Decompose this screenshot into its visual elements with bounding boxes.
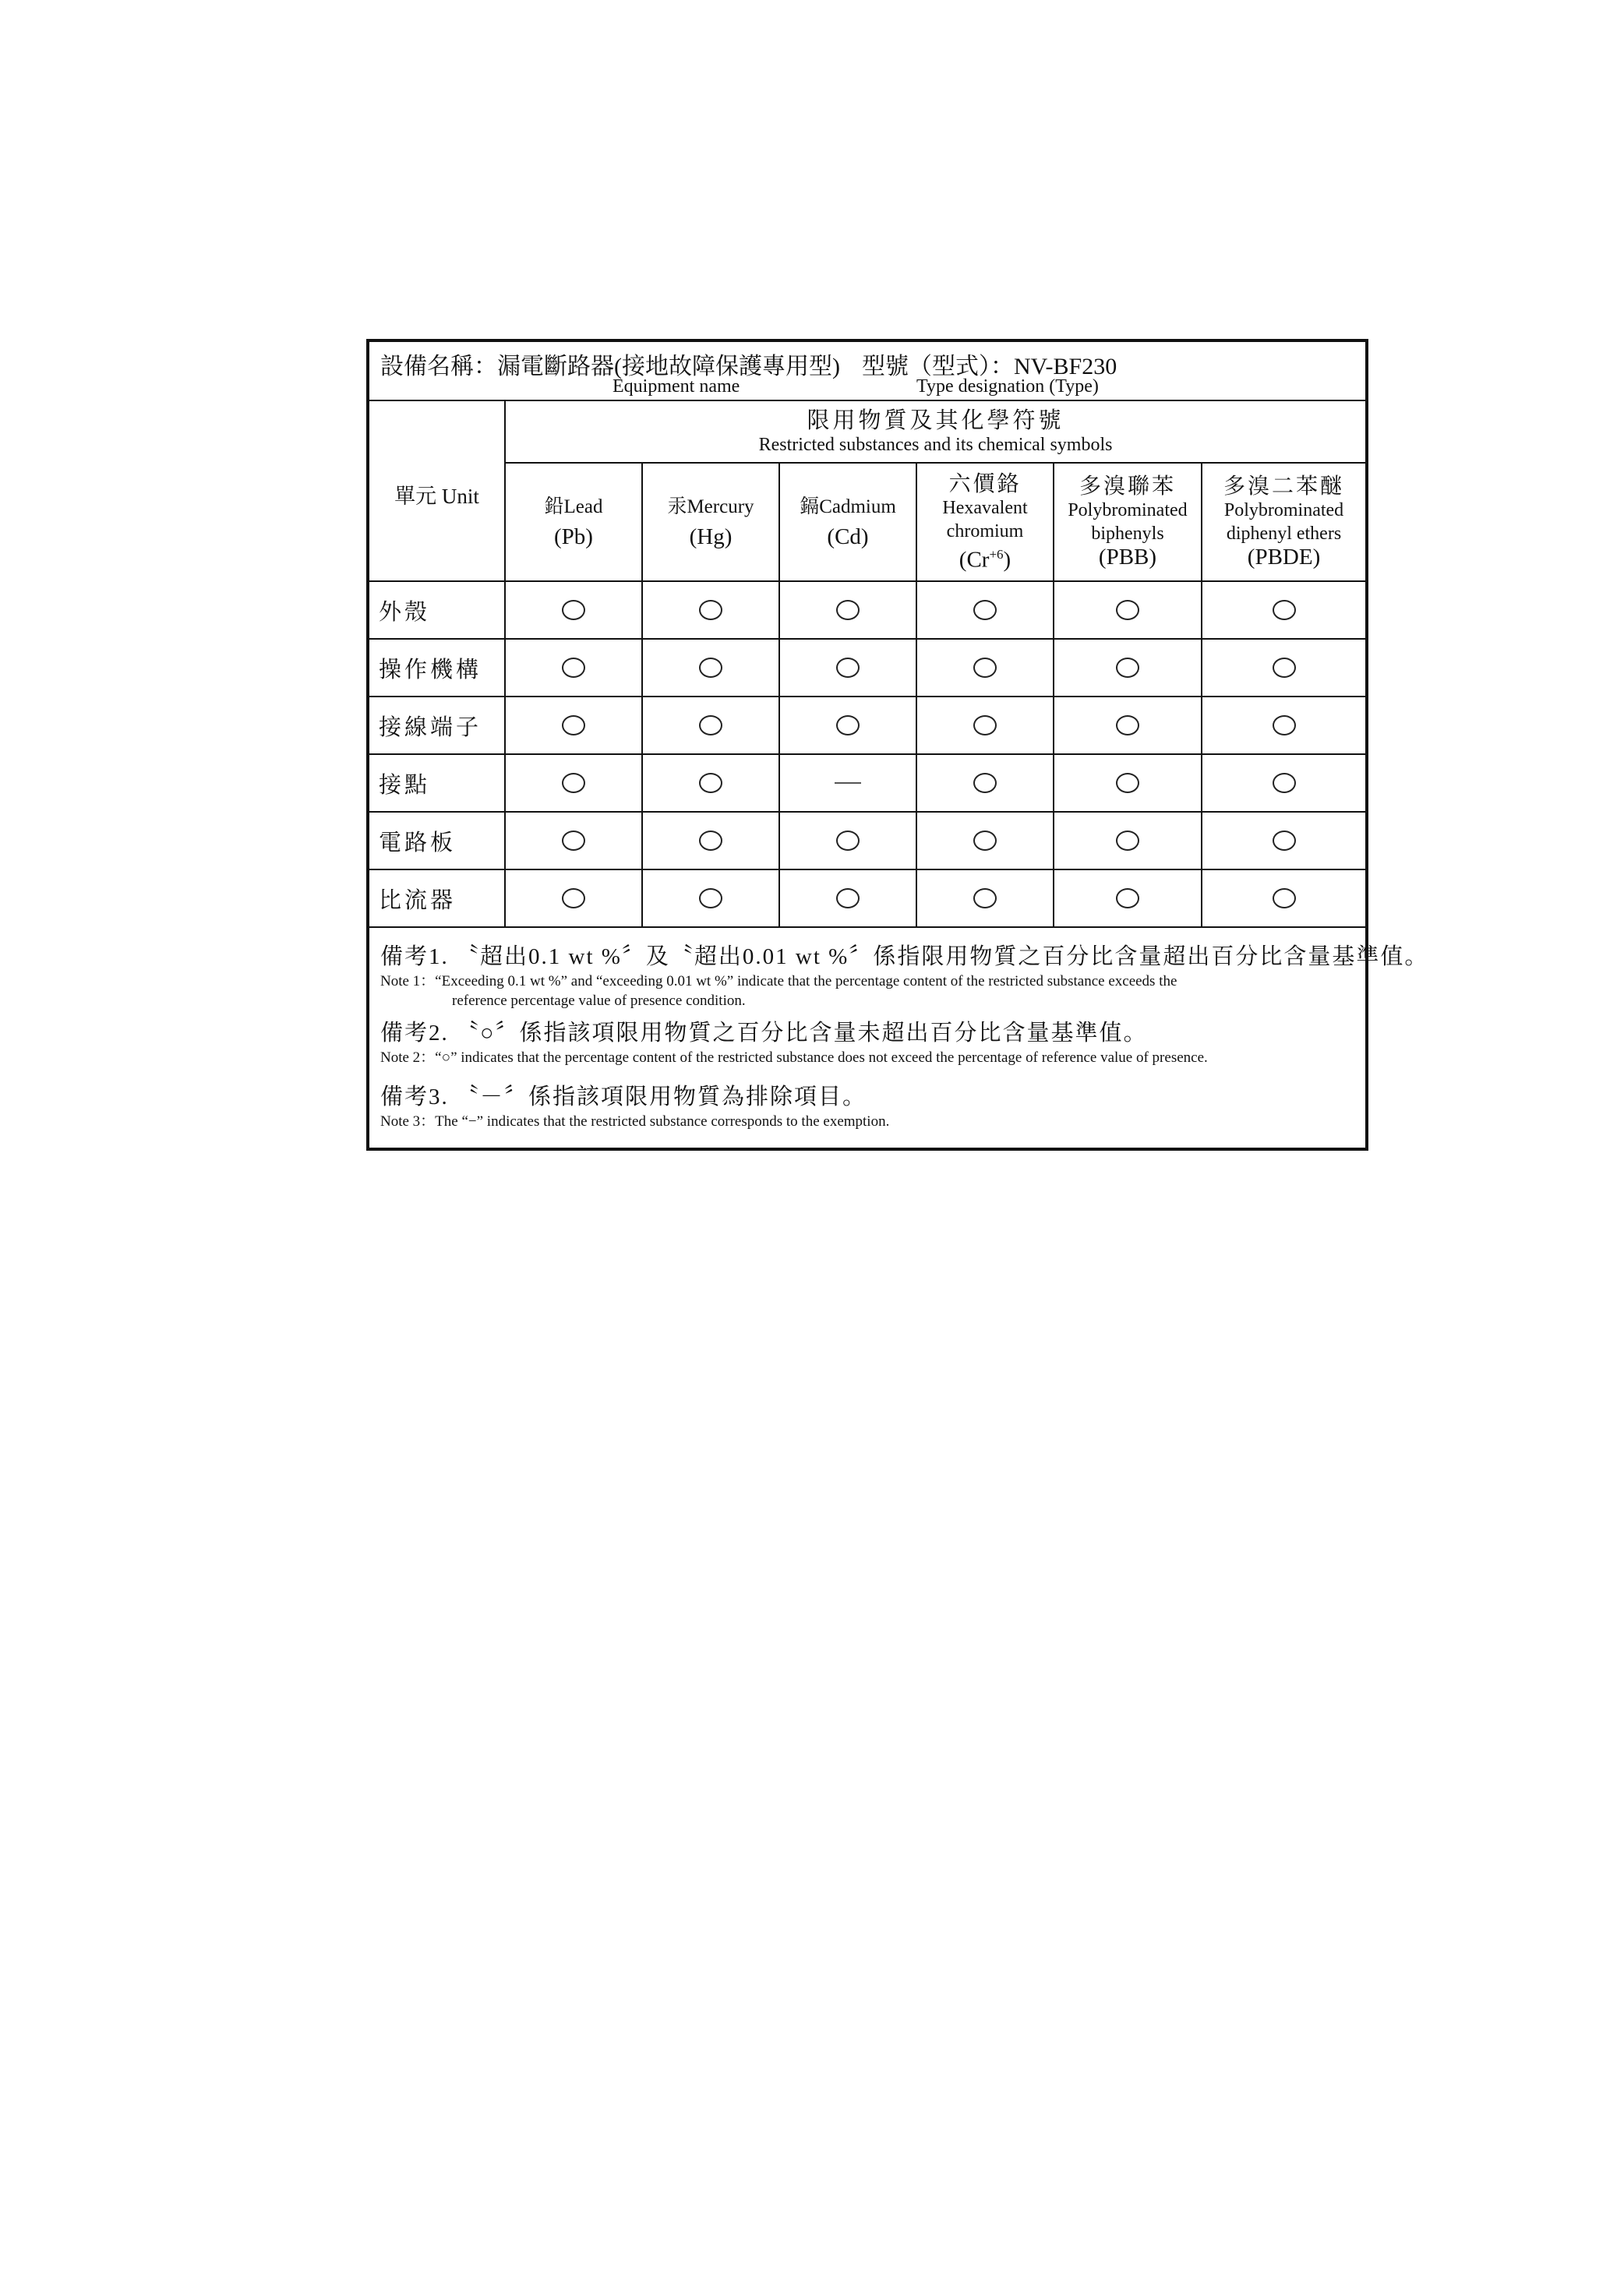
table-row — [368, 639, 1367, 697]
table-row — [368, 869, 1367, 927]
note-1 — [380, 942, 1429, 1010]
restricted-substances-en: Restricted substances and its chemical symbols — [758, 435, 1113, 455]
substance-pbde-symbol: (PBDE) — [1247, 545, 1321, 570]
substance-cell — [779, 812, 916, 869]
substance-cell — [642, 754, 779, 812]
substance-pbde — [1202, 463, 1367, 581]
substance-cell — [1054, 697, 1202, 754]
compliant-circle-icon — [699, 600, 722, 620]
compliant-circle-icon — [1116, 773, 1139, 793]
substance-pbde-en1: Polybrominated — [1223, 500, 1344, 520]
compliant-circle-icon — [1116, 831, 1139, 851]
substance-cell — [642, 869, 779, 927]
compliant-circle-icon — [699, 831, 722, 851]
compliant-circle-icon — [1273, 715, 1296, 735]
substance-cell — [916, 581, 1054, 639]
component-label: 接線端子 — [368, 697, 505, 754]
substance-cell — [1054, 581, 1202, 639]
substance-pbde-zh: 多溴二苯醚 — [1223, 474, 1345, 499]
substance-cell — [779, 581, 916, 639]
substance-cell — [916, 869, 1054, 927]
compliant-circle-icon — [1273, 658, 1296, 678]
substance-mercury — [642, 463, 779, 581]
substance-chromium-en1: Hexavalent — [942, 497, 1028, 518]
substance-cell — [1054, 869, 1202, 927]
substance-cell — [1202, 869, 1367, 927]
substance-pbb-en2: biphenyls — [1091, 524, 1164, 544]
compliant-circle-icon — [1273, 600, 1296, 620]
component-label: 電路板 — [368, 812, 505, 869]
substance-hexavalent-chromium — [916, 463, 1054, 581]
table-row — [368, 697, 1367, 754]
substance-cell — [779, 639, 916, 697]
restricted-substances-zh: 限用物質及其化學符號 — [807, 408, 1064, 433]
substance-pbb-symbol: (PBB) — [1098, 545, 1157, 570]
substance-cell — [505, 812, 642, 869]
substance-cell — [505, 639, 642, 697]
unit-header: 單元 Unit — [368, 400, 505, 581]
substance-chromium-zh: 六價鉻 — [948, 471, 1022, 496]
compliant-circle-icon — [1273, 831, 1296, 851]
substance-mercury-name: 汞Mercury — [667, 496, 754, 517]
substance-cell — [505, 697, 642, 754]
note-3-zh: 備考3. 〝－〞係指該項限用物質為排除項目。 — [380, 1085, 867, 1109]
equipment-name: 設備名稱：漏電斷路器(接地故障保護專用型) — [380, 354, 840, 379]
restricted-substances-header — [505, 400, 1367, 463]
substance-cell — [642, 812, 779, 869]
substance-lead-name: 鉛Lead — [544, 496, 603, 517]
substance-cell — [779, 754, 916, 812]
compliant-circle-icon — [836, 831, 860, 851]
type-designation-en: Type designation (Type) — [916, 376, 1099, 397]
substance-cell — [642, 581, 779, 639]
compliant-circle-icon — [699, 658, 722, 678]
substance-cell — [505, 869, 642, 927]
substance-cell — [1054, 812, 1202, 869]
substance-cell — [1202, 812, 1367, 869]
substance-header-row — [368, 463, 1367, 581]
exemption-dash-icon — [835, 782, 861, 784]
component-label: 操作機構 — [368, 639, 505, 697]
compliant-circle-icon — [1116, 888, 1139, 908]
substance-lead-symbol: (Pb) — [554, 524, 593, 549]
compliant-circle-icon — [699, 773, 722, 793]
substance-cell — [505, 581, 642, 639]
substance-cell — [916, 697, 1054, 754]
note-2-en: Note 2：“○” indicates that the percentage content of the restricted substance does not exceed the percentage of reference value of presence. — [380, 1049, 1208, 1066]
table-row — [368, 812, 1367, 869]
substance-pbb-zh: 多溴聯苯 — [1079, 474, 1176, 499]
substance-pbb — [1054, 463, 1202, 581]
note-2 — [380, 1018, 1354, 1068]
substance-cell — [642, 639, 779, 697]
substance-cell — [1054, 754, 1202, 812]
note-1-zh: 備考1. 〝超出0.1 wt %〞及〝超出0.01 wt %〞係指限用物質之百分比含量超出百分比含量基準值。 — [380, 944, 1429, 969]
component-label: 比流器 — [368, 869, 505, 927]
substance-cell — [916, 754, 1054, 812]
substance-chromium-en2: chromium — [946, 520, 1024, 541]
compliant-circle-icon — [1273, 773, 1296, 793]
compliant-circle-icon — [562, 600, 585, 620]
substance-cadmium-name: 鎘Cadmium — [800, 496, 896, 517]
note-2-zh: 備考2. 〝○〞係指該項限用物質之百分比含量未超出百分比含量基準值。 — [380, 1021, 1148, 1046]
equipment-header — [368, 340, 1367, 400]
compliant-circle-icon — [836, 888, 860, 908]
compliant-circle-icon — [973, 888, 997, 908]
compliant-circle-icon — [562, 773, 585, 793]
type-designation: 型號（型式）：NV-BF230 — [861, 354, 1117, 379]
note-1-en: Note 1：“Exceeding 0.1 wt %” and “exceeding 0.01 wt %” indicate that the percentage content of the restricted substance exceeds the — [380, 973, 1177, 989]
compliant-circle-icon — [1116, 715, 1139, 735]
substance-chromium-symbol: $(Cr^{+6})$ — [959, 546, 1011, 573]
compliant-circle-icon — [1116, 600, 1139, 620]
substance-cell — [1202, 697, 1367, 754]
equipment-name-en: Equipment name — [613, 376, 740, 397]
substance-cell — [916, 639, 1054, 697]
compliant-circle-icon — [562, 888, 585, 908]
substance-cell — [505, 754, 642, 812]
compliant-circle-icon — [973, 715, 997, 735]
compliant-circle-icon — [699, 888, 722, 908]
substance-cell — [1054, 639, 1202, 697]
substance-pbde-en2: diphenyl ethers — [1226, 524, 1342, 544]
compliant-circle-icon — [562, 715, 585, 735]
table-row — [368, 581, 1367, 639]
compliant-circle-icon — [973, 773, 997, 793]
component-label: 外殼 — [368, 581, 505, 639]
compliant-circle-icon — [836, 715, 860, 735]
compliant-circle-icon — [836, 600, 860, 620]
substance-cell — [1202, 639, 1367, 697]
rohs-declaration-table — [366, 339, 1429, 1151]
substance-cadmium-symbol: (Cd) — [827, 524, 869, 549]
compliant-circle-icon — [562, 658, 585, 678]
substance-lead — [505, 463, 642, 581]
table-row — [368, 754, 1367, 812]
note-3-en: Note 3：The “−” indicates that the restricted substance corresponds to the exemption. — [380, 1113, 890, 1130]
substance-cell — [1202, 581, 1367, 639]
component-rows — [368, 581, 1367, 927]
compliant-circle-icon — [1116, 658, 1139, 678]
note-1-en-continued: reference percentage value of presence condition. — [452, 993, 746, 1009]
compliant-circle-icon — [836, 658, 860, 678]
note-3 — [380, 1082, 1354, 1132]
substance-cell — [916, 812, 1054, 869]
substance-cell — [642, 697, 779, 754]
substance-cadmium — [779, 463, 916, 581]
substance-pbb-en1: Polybrominated — [1068, 500, 1188, 520]
compliant-circle-icon — [562, 831, 585, 851]
compliant-circle-icon — [973, 831, 997, 851]
substance-cell — [1202, 754, 1367, 812]
compliant-circle-icon — [973, 658, 997, 678]
substance-mercury-symbol: (Hg) — [689, 524, 733, 549]
substance-cell — [779, 697, 916, 754]
substance-cell — [779, 869, 916, 927]
compliant-circle-icon — [699, 715, 722, 735]
compliant-circle-icon — [973, 600, 997, 620]
component-label: 接點 — [368, 754, 505, 812]
compliant-circle-icon — [1273, 888, 1296, 908]
notes-section — [368, 927, 1429, 1149]
